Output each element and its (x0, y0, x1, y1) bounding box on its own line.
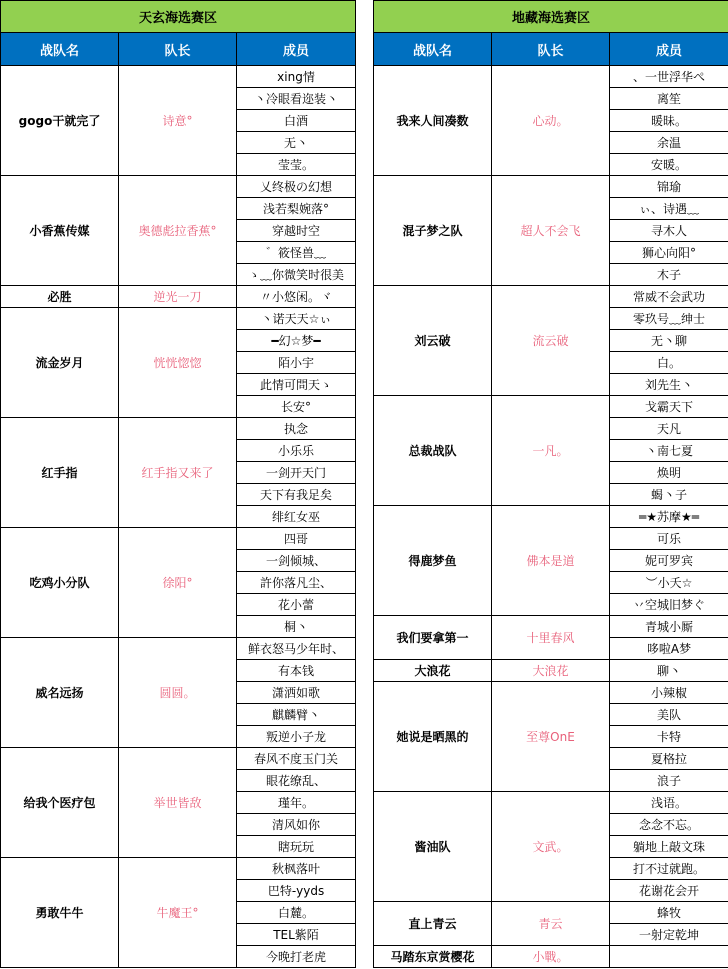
team-member: 零玖号﹏绅士 (610, 308, 728, 330)
team-member: 无丶 (237, 132, 356, 154)
team-member: 丶诺天天☆ぃ (237, 308, 356, 330)
team-captain: 圆圆。 (119, 638, 237, 748)
header-members: 成员 (610, 33, 728, 66)
team-member: 念念不忘。 (610, 814, 728, 836)
team-member: ゛筱怪兽﹏ (237, 242, 356, 264)
team-member: 离笙 (610, 88, 728, 110)
team-member: ぃ、诗遇﹏ (610, 198, 728, 220)
table-row (374, 616, 728, 638)
table-row (374, 660, 728, 682)
team-name: 马踏东京赏樱花 (374, 946, 492, 968)
header-captain: 队长 (119, 33, 237, 66)
team-name: 总裁战队 (374, 396, 492, 506)
team-member: 秋枫落叶 (237, 858, 356, 880)
team-member: 〃小悠闲。ヾ (237, 286, 356, 308)
team-member: 花小蕾 (237, 594, 356, 616)
team-name: 必胜 (1, 286, 119, 308)
team-member: 今晚打老虎 (237, 946, 356, 968)
team-captain: 小戰。 (492, 946, 610, 968)
team-member: 瑾年。 (237, 792, 356, 814)
team-name: 勇敢牛牛 (1, 858, 119, 968)
team-member: 小辣椒 (610, 682, 728, 704)
team-member: 夏格拉 (610, 748, 728, 770)
table-row (374, 506, 728, 528)
team-name: 她说是晒黑的 (374, 682, 492, 792)
team-captain: 流云破 (492, 286, 610, 396)
team-name: 我们要拿第一 (374, 616, 492, 660)
team-member: 寻木人 (610, 220, 728, 242)
team-name: 得鹿梦鱼 (374, 506, 492, 616)
right-zone-panel (373, 0, 728, 968)
team-name: 流金岁月 (1, 308, 119, 418)
table-row (374, 682, 728, 704)
table-row (1, 308, 356, 330)
team-member: 哆啦A梦 (610, 638, 728, 660)
table-row (374, 396, 728, 418)
team-member: 浪子 (610, 770, 728, 792)
team-member: 一射定乾坤 (610, 924, 728, 946)
team-member: 打不过就跑。 (610, 858, 728, 880)
team-member: 此情可問天ゝ (237, 374, 356, 396)
team-member: 穿越时空 (237, 220, 356, 242)
header-captain: 队长 (492, 33, 610, 66)
team-member: 执念 (237, 418, 356, 440)
team-member: 麒麟臂丶 (237, 704, 356, 726)
team-captain: 佛本是道 (492, 506, 610, 616)
left-zone-body (1, 66, 356, 968)
table-row (1, 286, 356, 308)
team-member: 陌小宇 (237, 352, 356, 374)
team-member: 莹莹。 (237, 154, 356, 176)
team-captain: 徐阳° (119, 528, 237, 638)
team-member: xing情 (237, 66, 356, 88)
team-member: 躺地上敲文珠 (610, 836, 728, 858)
team-member: ━幻☆梦━ (237, 330, 356, 352)
team-member: 丷空城旧梦ぐ (610, 594, 728, 616)
team-member: 眼花缭乱、 (237, 770, 356, 792)
table-row (374, 176, 728, 198)
team-member: 长安° (237, 396, 356, 418)
team-member: 春风不度玉门关 (237, 748, 356, 770)
team-member: 小乐乐 (237, 440, 356, 462)
team-name: 大浪花 (374, 660, 492, 682)
team-name: 酱油队 (374, 792, 492, 902)
team-captain: 逆光一刀 (119, 286, 237, 308)
team-member: 叛逆小子龙 (237, 726, 356, 748)
team-member: 許你落凡尘、 (237, 572, 356, 594)
table-row (1, 418, 356, 440)
team-member: 瞎玩玩 (237, 836, 356, 858)
team-member: 青城小厮 (610, 616, 728, 638)
team-member: 蝎丶子 (610, 484, 728, 506)
team-name: 刘云破 (374, 286, 492, 396)
header-members: 成员 (237, 33, 356, 66)
left-zone-panel (0, 0, 355, 968)
team-member: ═★苏摩★═ (610, 506, 728, 528)
team-member: 巴特-yyds (237, 880, 356, 902)
team-name: 直上青云 (374, 902, 492, 946)
team-member: 绯红女巫 (237, 506, 356, 528)
team-member: 刘先生丶 (610, 374, 728, 396)
team-member: 清风如你 (237, 814, 356, 836)
team-member: 木子 (610, 264, 728, 286)
team-member: 乂终极の幻想 (237, 176, 356, 198)
team-captain: 诗意° (119, 66, 237, 176)
team-member: 、一世浮华ぺ (610, 66, 728, 88)
table-row (374, 286, 728, 308)
table-row (374, 66, 728, 88)
table-row (374, 902, 728, 924)
table-row (1, 748, 356, 770)
left-zone-table (0, 0, 356, 968)
team-member: 白。 (610, 352, 728, 374)
team-captain: 举世皆敌 (119, 748, 237, 858)
team-captain: 奥德彪拉香蕉° (119, 176, 237, 286)
team-captain: 至尊OnE (492, 682, 610, 792)
team-member: 丶冷眼看迩装丶 (237, 88, 356, 110)
team-captain: 恍恍惚惚 (119, 308, 237, 418)
team-name: 威名远扬 (1, 638, 119, 748)
team-member: 无丶聊 (610, 330, 728, 352)
team-member: 余温 (610, 132, 728, 154)
team-member: 丶南七夏 (610, 440, 728, 462)
zone-title: 地藏海选赛区 (374, 1, 728, 33)
team-member: 常威不会武功 (610, 286, 728, 308)
team-member: 一剑开天门 (237, 462, 356, 484)
table-row (1, 176, 356, 198)
team-member: 浅若梨婉落° (237, 198, 356, 220)
team-member: 暖昧。 (610, 110, 728, 132)
team-member: 四哥 (237, 528, 356, 550)
team-member: 美队 (610, 704, 728, 726)
team-member: 花谢花会开 (610, 880, 728, 902)
zone-title: 天玄海选赛区 (1, 1, 356, 33)
team-captain: 超人不会飞 (492, 176, 610, 286)
right-zone-table (373, 0, 728, 968)
team-name: gogo干就完了 (1, 66, 119, 176)
header-team-name: 战队名 (374, 33, 492, 66)
header-team-name: 战队名 (1, 33, 119, 66)
team-captain: 心动。 (492, 66, 610, 176)
team-member: ゝ﹏你微笑时很美 (237, 264, 356, 286)
team-member: 聊丶 (610, 660, 728, 682)
team-captain: 大浪花 (492, 660, 610, 682)
team-member: 白酒 (237, 110, 356, 132)
table-row (374, 792, 728, 814)
team-member: 一剑倾城、 (237, 550, 356, 572)
team-member: 狮心向阳° (610, 242, 728, 264)
team-name: 吃鸡小分队 (1, 528, 119, 638)
table-row (1, 858, 356, 880)
team-member: 鲜衣怒马少年时、 (237, 638, 356, 660)
team-member: 锦瑜 (610, 176, 728, 198)
team-member: ︶小夭☆ (610, 572, 728, 594)
team-member: 蜂牧 (610, 902, 728, 924)
team-member: 卡特 (610, 726, 728, 748)
team-name: 红手指 (1, 418, 119, 528)
team-captain: 文武。 (492, 792, 610, 902)
team-member: 安暖。 (610, 154, 728, 176)
team-name: 混子梦之队 (374, 176, 492, 286)
right-zone-body (374, 66, 728, 968)
team-name: 给我个医疗包 (1, 748, 119, 858)
team-member: 可乐 (610, 528, 728, 550)
team-captain: 十里春风 (492, 616, 610, 660)
team-member: 桐丶 (237, 616, 356, 638)
team-member: TEL紫陌 (237, 924, 356, 946)
team-member: 天下有我足矣 (237, 484, 356, 506)
team-member: 白麓。 (237, 902, 356, 924)
team-member: 戈霸天下 (610, 396, 728, 418)
team-member: 浅语。 (610, 792, 728, 814)
team-captain: 青云 (492, 902, 610, 946)
team-name: 我来人间凑数 (374, 66, 492, 176)
table-row (1, 638, 356, 660)
team-captain: 牛魔王° (119, 858, 237, 968)
team-name: 小香蕉传媒 (1, 176, 119, 286)
table-row (1, 66, 356, 88)
team-member: 妮可罗宾 (610, 550, 728, 572)
team-member: 有本钱 (237, 660, 356, 682)
team-member: 潇洒如歌 (237, 682, 356, 704)
team-captain: 一凡。 (492, 396, 610, 506)
table-row (374, 946, 728, 968)
team-member: 天凡 (610, 418, 728, 440)
table-row (1, 528, 356, 550)
team-captain: 红手指又来了 (119, 418, 237, 528)
team-member: 焕明 (610, 462, 728, 484)
team-member-empty (610, 946, 728, 968)
